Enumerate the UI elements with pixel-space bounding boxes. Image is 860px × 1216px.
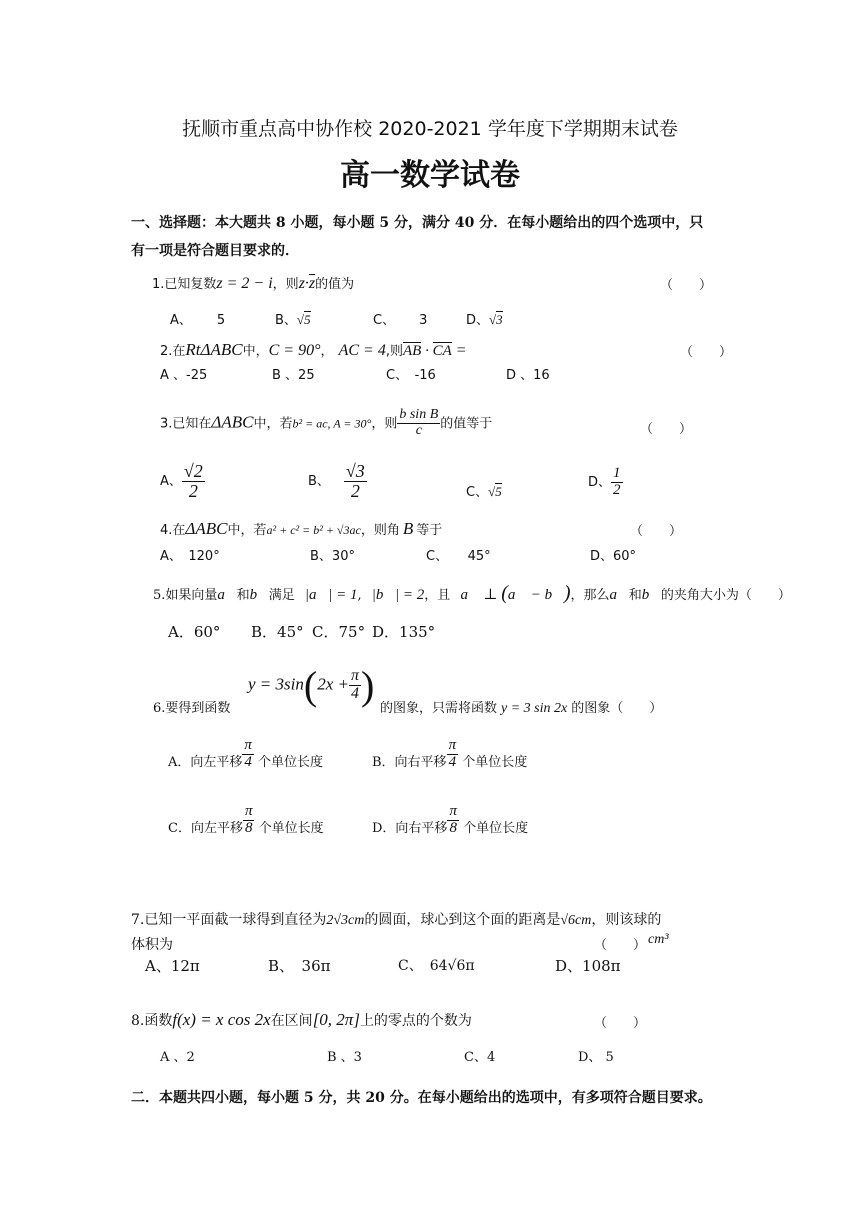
q3-option-b-num: √3: [345, 461, 365, 481]
q5-and3: 和: [628, 588, 642, 603]
q1-option-d-label: D、: [466, 313, 490, 328]
q2-option-c: C、 -16: [386, 368, 436, 383]
q4-cond: a² + c² = b² + √3ac: [266, 523, 361, 537]
q7-paren: （ ）: [594, 938, 647, 953]
q1-stem-mid: ，则: [272, 277, 299, 292]
q2-then: ,则: [385, 344, 403, 359]
q3-option-c-label: C、: [466, 485, 489, 500]
q3-option-d-num: 1: [613, 465, 621, 481]
q4-stem-suffix: 等于: [416, 523, 443, 538]
q2-dot-product: AB · CA: [403, 343, 452, 359]
q1-option-b-label: B、: [275, 313, 297, 328]
q3-option-d: [588, 466, 623, 499]
q5-vec-b2: b⃗: [641, 587, 661, 603]
q6-formula-prefix: y = 3sin: [248, 674, 304, 694]
q3-paren: （ ）: [640, 422, 693, 437]
q6-formula: y = 3sin(2x + $\frac{\pi}{4}$ ): [248, 663, 375, 708]
q4-triangle: ΔABC: [185, 519, 228, 538]
q8-stem-mid: 在区间: [270, 1013, 313, 1029]
q5-option-b: B．45°: [251, 623, 304, 641]
q6-option-d-den: 8: [449, 819, 457, 836]
q6-option-a-fraction: [242, 738, 254, 771]
q2-triangle: RtΔABC: [185, 340, 243, 359]
q6-option-d: [372, 804, 528, 837]
q7-line1-prefix: 7.已知一平面截一球得到直径为: [131, 912, 327, 928]
q1-option-a-value: 5: [216, 313, 226, 328]
q7-unit: cm³: [648, 932, 669, 947]
q5-cond-a-value: = 1: [336, 587, 358, 603]
q3-cond: b² = ac, A = 30°: [292, 416, 372, 431]
q3-option-b-label: B、: [308, 473, 330, 489]
q1-option-c: [373, 309, 427, 328]
q5-cond-b: |b⃗| = 2: [371, 587, 425, 603]
q8-stem: [131, 1010, 472, 1030]
q6-func2: y = 3 sin 2x: [501, 701, 568, 716]
q3-option-a-value: [182, 462, 205, 501]
q7-diameter: 2√3cm: [326, 913, 365, 928]
q5-option-a: A．60°: [168, 623, 221, 641]
q6-option-c-den: 8: [244, 819, 253, 836]
q8-option-b: B 、3: [327, 1050, 362, 1065]
q6-option-a-den: 4: [244, 753, 252, 770]
q6-option-c-pi: π: [244, 803, 253, 819]
q2-option-d: D 、16: [506, 368, 550, 383]
q5-vec-a2: a⃗: [609, 587, 629, 603]
q1-paren: （ ）: [660, 278, 713, 293]
q6-option-a: [168, 738, 323, 771]
q3-option-b: [308, 462, 367, 501]
q6-option-c-prefix: C．向左平移: [168, 820, 243, 836]
q6-formula-inner: 2x +: [317, 674, 349, 694]
q7-line1-mid: 的圆面，球心到这个面的距离是: [364, 912, 561, 928]
q6-option-d-pi: π: [449, 803, 457, 819]
q8-interval: [0, 2π]: [312, 1010, 360, 1029]
q4-stem-prefix: 4.在: [160, 523, 186, 538]
q2-stem-mid: 中，: [242, 344, 269, 359]
q7-line1-suffix: ，则该球的: [591, 912, 662, 928]
q1-option-d: [466, 309, 503, 328]
q2-cond1: C = 90°: [268, 342, 321, 359]
q2-option-a: A 、-25: [160, 368, 208, 383]
q2-paren: （ ）: [680, 345, 733, 360]
q2-cond2: AC = 4: [338, 342, 386, 359]
q4-stem: [160, 519, 442, 539]
q3-then: ，则: [371, 416, 398, 432]
q6-stem: [153, 697, 230, 716]
q1-option-b: [275, 309, 311, 328]
q1-expr: z = 2 − i: [216, 275, 273, 292]
q1-option-c-label: C、: [373, 313, 396, 328]
q3-option-a: [160, 462, 205, 501]
q6-option-a-pi: π: [244, 737, 252, 753]
q8-stem-prefix: 8.函数: [131, 1013, 173, 1029]
q3-option-c-value: √5: [488, 484, 502, 499]
q3-stem-prefix: 3.已知在: [160, 416, 212, 432]
section1-line1: 一、选择题：本大题共 8 小题，每小题 5 分，满分 40 分．在每小题给出的四个选项中，只: [131, 215, 704, 231]
q2-stem: [160, 340, 467, 360]
q5-vec-a: a⃗: [217, 587, 237, 603]
q6-option-b-pi: π: [448, 737, 457, 753]
q3-stem-suffix: 的值等于: [440, 416, 493, 432]
q5-stem-suffix: 的夹角大小为（ ）: [660, 588, 791, 603]
q3-stem-mid: 中，若: [253, 416, 293, 432]
q4-option-b: B、30°: [310, 549, 355, 564]
page-title: 高一数学试卷: [340, 158, 520, 193]
q1-conj-expr: $z\cdot\overline{z}$: [298, 275, 316, 292]
q6-option-b-fraction: [447, 738, 459, 771]
school-line: 抚顺市重点高中协作校 2020-2021 学年度下学期期末试卷: [182, 118, 678, 140]
q6-option-a-prefix: A．向左平移: [168, 754, 243, 770]
q7-line2: 体积为: [131, 937, 173, 953]
section2-line1: 二．本题共四小题，每小题 5 分，共 20 分。在每小题给出的选项中，有多项符合题目要求。: [131, 1090, 712, 1106]
q8-option-d: D、 5: [578, 1050, 614, 1065]
q1-stem: [152, 273, 354, 293]
q8-option-c: C、4: [464, 1050, 496, 1065]
q7-option-a: A、12π: [145, 957, 200, 975]
q7-option-d: D、108π: [555, 957, 621, 975]
q3-option-a-num: √2: [183, 461, 203, 481]
q2-stem-prefix: 2.在: [160, 344, 186, 359]
q6-option-a-unit: 个单位长度: [258, 754, 324, 770]
q1-option-d-value: √3: [489, 312, 503, 327]
q5-satisfy: 满足: [268, 588, 295, 603]
q7-line1: [131, 909, 661, 929]
q3-option-a-label: A、: [160, 473, 182, 489]
q6-option-c: [168, 804, 324, 837]
q8-stem-suffix: 上的零点的个数为: [359, 1013, 472, 1029]
q3-fraction-den: c: [415, 422, 422, 438]
q4-option-a: A、 120°: [160, 549, 220, 564]
q6-formula-fraction: [349, 668, 361, 703]
q6-option-b-den: 4: [448, 753, 457, 770]
q6-stem-rest: [380, 697, 662, 717]
q3-option-d-label: D、: [588, 474, 612, 490]
q8-function: f(x) = x cos 2x: [172, 1010, 271, 1029]
q3-option-a-den: 2: [188, 480, 198, 501]
q7-option-b: B、 36π: [268, 957, 331, 975]
q1-option-b-value: √5: [296, 312, 311, 327]
q6-option-b: [372, 738, 527, 771]
q6-option-b-unit: 个单位长度: [462, 754, 528, 770]
q6-option-c-unit: 个单位长度: [258, 820, 324, 836]
q3-fraction-num: b sin B: [399, 407, 439, 422]
q3-stem: [160, 408, 492, 438]
q6-option-c-fraction: [243, 804, 255, 837]
q1-stem-prefix: 1.已知复数: [152, 277, 217, 292]
q4-option-d: D、60°: [590, 549, 637, 564]
q3-option-b-den: 2: [350, 480, 360, 501]
q6-option-d-prefix: D．向右平移: [372, 820, 448, 836]
q2-equals: =: [451, 342, 467, 359]
q2-comma: ，: [320, 344, 334, 359]
q4-then: ，则角: [360, 523, 400, 538]
q5-option-d: D．135°: [372, 623, 436, 641]
q5-then: ，那么: [570, 588, 610, 603]
q6-formula-den: 4: [350, 685, 359, 702]
q5-and: 和: [236, 588, 250, 603]
q5-option-c: C．75°: [312, 623, 366, 641]
q3-option-d-value: [611, 466, 623, 499]
q7-distance: √6cm: [560, 913, 592, 928]
q3-option-d-den: 2: [613, 481, 621, 498]
section1-line2: 有一项是符合题目要求的．: [131, 243, 299, 259]
q5-cond-a: |a⃗| = 1: [304, 587, 358, 603]
q6-option-d-unit: 个单位长度: [463, 820, 529, 836]
q2-option-b: B 、25: [272, 368, 315, 383]
q5-cond-b-value: = 2: [402, 587, 425, 603]
q4-paren: （ ）: [630, 524, 683, 539]
q1-option-a: [170, 309, 225, 328]
q5-and2: ，且: [424, 588, 451, 603]
q1-option-c-value: 3: [419, 313, 428, 328]
q8-paren: （ ）: [594, 1016, 647, 1031]
q5-stem: 5.如果向量a⃗和b⃗满足 |a⃗| = 1, |b⃗| = 2，且 a⃗ ⊥ (a⃗ − b⃗)，那么a⃗和b⃗的夹角大小为（ ）: [153, 582, 791, 604]
q6-option-d-fraction: [447, 804, 459, 837]
q3-triangle: ΔABC: [211, 412, 254, 432]
q7-option-c: C、 64√6π: [398, 958, 475, 974]
q5-stem-prefix: 5.如果向量: [153, 588, 218, 603]
q8-option-a: A 、2: [160, 1050, 195, 1065]
q6-stem-prefix: 6.要得到函数: [153, 701, 231, 716]
q6-formula-pi: π: [350, 667, 359, 685]
q3-fraction: [397, 408, 440, 438]
q5-vec-b: b⃗: [249, 587, 269, 603]
q6-stem-mid: 的图象，只需将函数: [380, 701, 498, 716]
q4-option-c: C、 45°: [426, 549, 491, 564]
q6-stem-suffix: 的图象（ ）: [571, 701, 663, 716]
q3-option-b-value: [344, 462, 367, 501]
q4-stem-mid: 中，若: [227, 523, 267, 538]
q3-option-c: [466, 481, 502, 500]
q6-option-b-prefix: B．向右平移: [372, 754, 447, 770]
q4-angle: B: [402, 519, 414, 538]
q5-perp-cond: a⃗ ⊥ (a⃗ − b⃗): [460, 582, 571, 604]
q1-stem-suffix: 的值为: [315, 277, 355, 292]
q1-option-a-label: A、: [170, 313, 192, 328]
